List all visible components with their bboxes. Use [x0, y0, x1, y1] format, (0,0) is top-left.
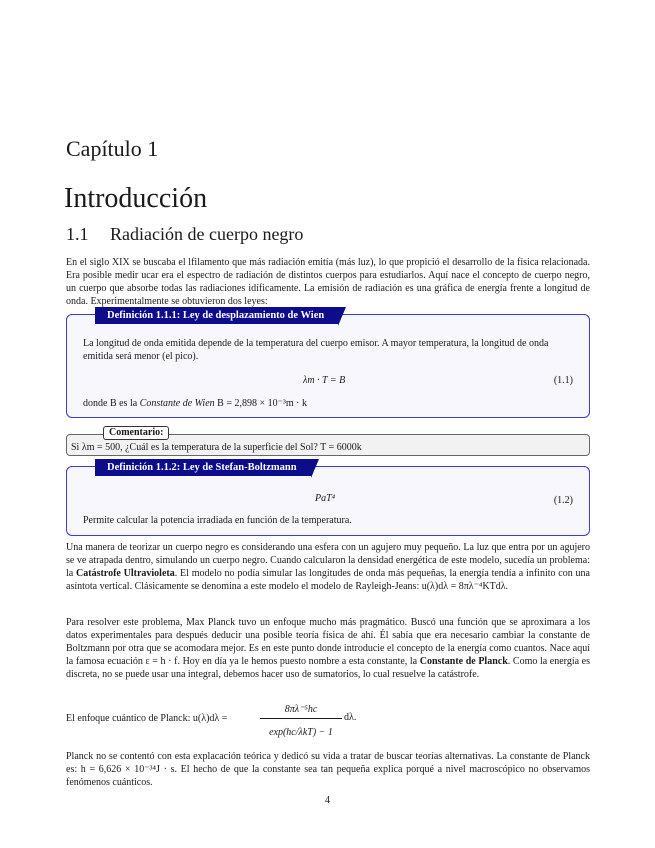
- section-number: 1.1: [66, 224, 89, 244]
- planck-constant-term: Constante de Planck: [419, 656, 508, 667]
- page-title: Introducción: [64, 183, 208, 214]
- formula-denominator: exp(hc/λkT) − 1: [269, 727, 333, 738]
- comment-text: Si λm = 500, ¿Cuál es la temperatura de la superficie del Sol? T = 6000k: [71, 442, 362, 453]
- definition-box-wien: [66, 310, 590, 418]
- section-title: Radiación de cuerpo negro: [110, 224, 304, 244]
- para3-b: . Como la energía es discreta, no se puede usar una integral, debemos hacer uso de sumatorios, lo cual resuelve la catástrofe.: [66, 656, 590, 680]
- para3-a: Para resolver este problema, Max Planck tuvo un enfoque mucho más pragmático. Buscó una función que se aproximara a los datos experimentales para después deducir una posible teoría física de ahí. Él sabía que era necesario cambiar la constante de Boltzmann por otra que se acomodara mejor. Es en este punto donde introducie el concepto de la energía como cuantos. Nace aquí la famosa ecuación ε = h · f. Hoy en día ya le hemos puesto nombre a esta constante, la: [66, 617, 590, 667]
- definition-text: La longitud de onda emitida depende de la temperatura del cuerpo emisor. A mayor temperatura, la longitud de onda emitida será menor (el pico).: [83, 338, 549, 362]
- definition-text: Permite calcular la potencia irradiada en función de la temperatura.: [83, 515, 352, 526]
- chapter-heading: Capítulo 1: [66, 136, 159, 161]
- note-prefix: donde B es la: [83, 398, 140, 409]
- note-italic: Constante de Wien: [139, 398, 215, 409]
- formula-suffix: dλ.: [344, 712, 357, 723]
- definition-box-stefan: [66, 462, 590, 536]
- para2-b: . El modelo no podía simular las longitudes de onda más pequeñas, la energía tendía a infinito con una asíntota vertical. Clásicamente se denomina a este modelo el modelo de Rayleigh-Jeans: u(λ)dλ = 8πλ⁻⁴KTdλ.: [66, 568, 590, 592]
- note-suffix: B = 2,898 × 10⁻³m · k: [214, 398, 307, 409]
- equation-number: (1.2): [553, 495, 573, 506]
- rayleigh-jeans-paragraph: [66, 541, 590, 593]
- comment-box: [66, 427, 590, 456]
- section-heading: [66, 224, 303, 245]
- intro-paragraph: En el siglo XIX se buscaba el lfilamento que más radiación emitía (más luz), lo que propició el desarrollo de la física relacionada. Era posible medir ucar era el espectro de radiación de distintos cuerpos para estudiarlos. Aquí nace el concepto de cuerpo negro, un cuerpo que absorbe todas las radiaciones idíficamente. La emisión de radiación es una gráfica de energía frente a longitud de onda. Experimentalmente se obtuvieron dos leyes:: [66, 257, 590, 307]
- planck-formula-prefix: El enfoque cuántico de Planck: u(λ)dλ =: [66, 713, 228, 724]
- definition-header: Definición 1.1.2: Ley de Stefan-Boltzmann: [95, 459, 311, 476]
- formula-numerator: 8πλ⁻⁵hc: [284, 704, 318, 715]
- page-number: 4: [325, 795, 330, 806]
- planck-paragraph: [66, 616, 590, 681]
- equation: PaT⁴: [315, 493, 336, 504]
- equation-number: (1.1): [553, 375, 573, 386]
- closing-paragraph: Planck no se contentó con esta explacación teórica y dedicó su vida a tratar de buscar teorías alternativas. La constante de Planck es: h = 6,626 × 10⁻³⁴J · s. El hecho de que la constante sea tan pequeña explica porqué a nivel macroscópico no observamos fenómenos cuánticos.: [66, 751, 590, 788]
- para2-a: Una manera de teorizar un cuerpo negro es considerando una esfera con un agujero muy pequeño. La luz que entra por un agujero se ve atrapada dentro, simulando un cuerpo negro. Cuando calcularon la densidad energética de este modelo, sucedía un problema: la: [66, 542, 590, 579]
- definition-note: [83, 397, 575, 410]
- comment-header: Comentario:: [103, 426, 169, 440]
- definition-header: Definición 1.1.1: Ley de desplazamiento de Wien: [95, 307, 338, 324]
- ultraviolet-catastrophe: Catástrofe Ultravioleta: [76, 568, 175, 579]
- fraction-bar: [260, 718, 342, 719]
- equation: λm · T = B: [303, 375, 346, 386]
